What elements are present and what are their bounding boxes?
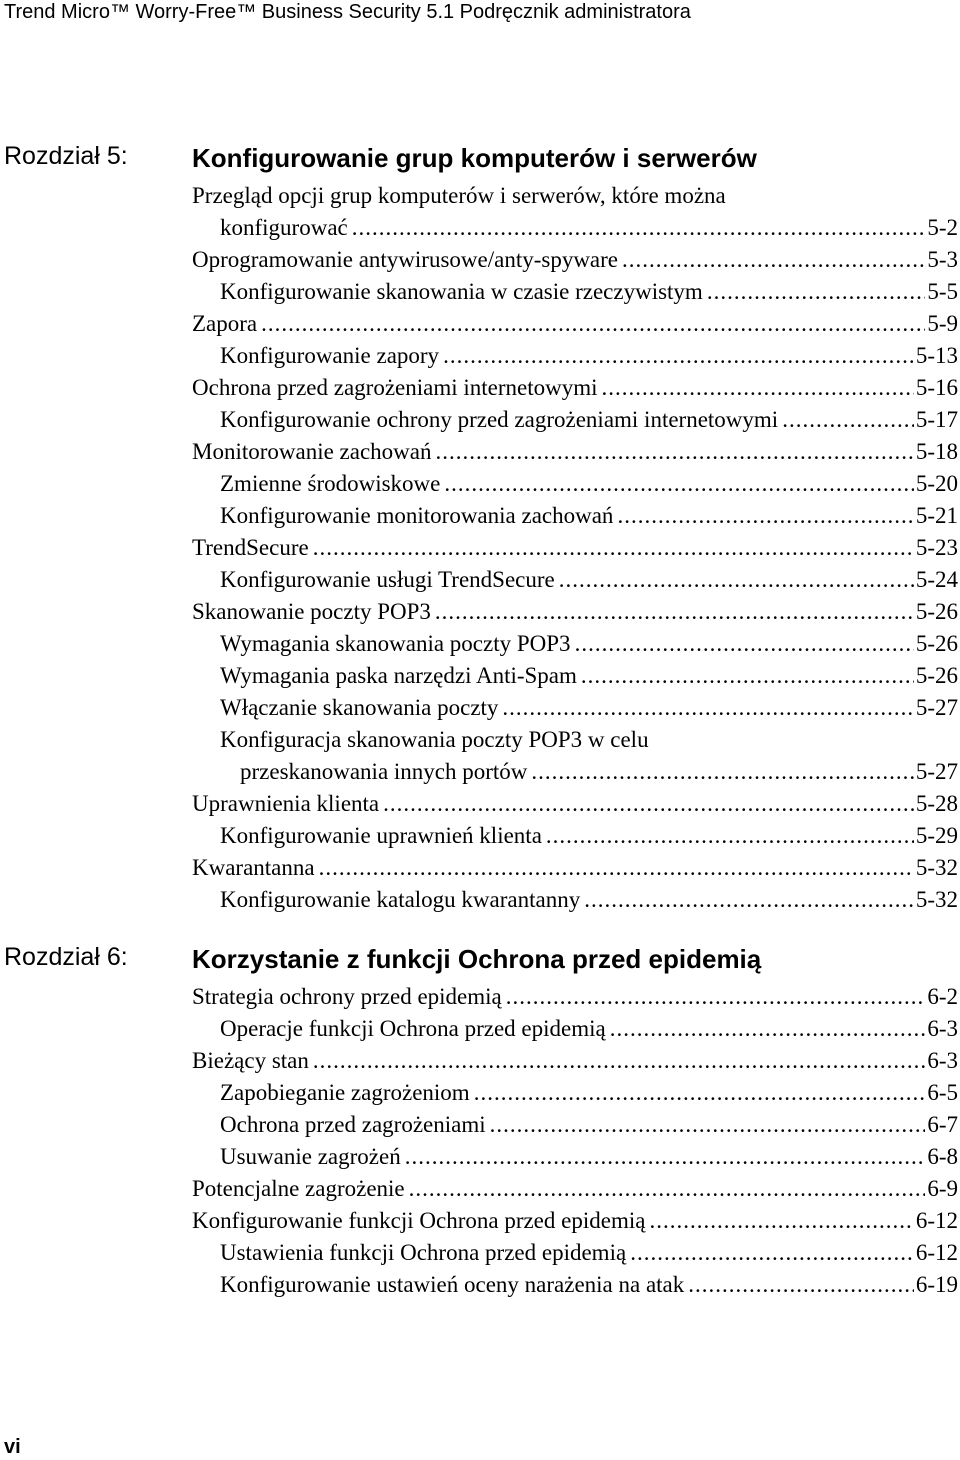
toc-leader-dots [436, 436, 914, 468]
toc-entry[interactable] [192, 628, 958, 660]
toc-page-number: 5-27 [915, 695, 958, 720]
toc-page-number: 6-3 [927, 1016, 958, 1041]
toc-entry[interactable] [192, 468, 958, 500]
toc-entry-label: Konfigurowanie monitorowania zachowań [220, 503, 614, 528]
toc-leader-dots [435, 596, 914, 628]
toc-entry-label: Kwarantanna [192, 855, 315, 880]
toc-page-number: 5-28 [915, 791, 958, 816]
toc-page-number: 5-18 [915, 439, 958, 464]
toc-leader-dots [405, 1141, 926, 1173]
chapter-5-label: Rozdział 5: [4, 142, 128, 170]
toc-leader-dots [630, 1237, 914, 1269]
toc-leader-dots [319, 852, 914, 884]
toc-page-number: 5-17 [915, 407, 958, 432]
toc-leader-dots [688, 1269, 914, 1301]
toc-entry[interactable] [192, 756, 958, 788]
toc-leader-dots [617, 500, 913, 532]
toc-page-number: 5-26 [915, 663, 958, 688]
toc-page-number: 5-3 [927, 247, 958, 272]
toc-page-number: 5-27 [915, 759, 958, 784]
toc-page-number: 5-26 [915, 599, 958, 624]
toc-entry[interactable] [192, 692, 958, 724]
toc-entry-label: Konfigurowanie katalogu kwarantanny [220, 887, 581, 912]
toc-leader-dots [352, 212, 926, 244]
toc-entry-label: przeskanowania innych portów [240, 759, 528, 784]
toc-entry[interactable] [192, 820, 958, 852]
toc-entry[interactable] [192, 1205, 958, 1237]
toc-entry[interactable] [192, 500, 958, 532]
toc-leader-dots [622, 244, 925, 276]
toc-page-number: 5-21 [915, 503, 958, 528]
chapter-6-label: Rozdział 6: [4, 943, 128, 971]
toc-page-number: 6-9 [927, 1176, 958, 1201]
toc-entry-label: Konfigurowanie zapory [220, 343, 440, 368]
toc-leader-dots [782, 404, 914, 436]
toc-leader-dots [261, 308, 925, 340]
toc-entry[interactable] [192, 372, 958, 404]
toc-page-number: 6-5 [927, 1080, 958, 1105]
running-header [0, 0, 960, 32]
toc-entry[interactable] [192, 276, 958, 308]
toc-entry-label: Oprogramowanie antywirusowe/anty-spyware [192, 247, 619, 272]
toc-leader-dots [313, 1045, 925, 1077]
toc-entry-label: TrendSecure [192, 535, 309, 560]
toc-entry-wrapped-line: Konfiguracja skanowania poczty POP3 w celu [220, 727, 649, 752]
toc-leader-dots [409, 1173, 926, 1205]
toc-entry[interactable] [192, 981, 958, 1013]
toc-entry[interactable] [192, 660, 958, 692]
toc-leader-dots [502, 692, 913, 724]
toc-page-number: 5-23 [915, 535, 958, 560]
toc-entry[interactable] [192, 1045, 958, 1077]
page-number: vi [4, 1436, 21, 1458]
toc-entry-label: Skanowanie poczty POP3 [192, 599, 431, 624]
toc-page-number: 5-29 [915, 823, 958, 848]
toc-page-number: 6-3 [927, 1048, 958, 1073]
toc-entry-label: Potencjalne zagrożenie [192, 1176, 405, 1201]
chapter-5-title: Konfigurowanie grup komputerów i serwerów [192, 143, 757, 173]
toc-entry-label: Konfigurowanie ustawień oceny narażenia na atak [220, 1272, 685, 1297]
toc-leader-dots [559, 564, 914, 596]
toc-page-number: 5-20 [915, 471, 958, 496]
header-title: Trend Micro™ Worry-Free™ Business Security 5.1 Podręcznik administratora [4, 1, 691, 23]
toc-entry[interactable] [192, 1173, 958, 1205]
toc-entry-wrapped-line: Przegląd opcji grup komputerów i serwerów, które można [192, 183, 726, 208]
toc-page-number: 5-16 [915, 375, 958, 400]
toc-entry[interactable] [192, 1109, 958, 1141]
toc-entry[interactable] [192, 340, 958, 372]
toc-page-number: 5-9 [927, 311, 958, 336]
toc-entry[interactable] [192, 532, 958, 564]
toc-page-number: 5-13 [915, 343, 958, 368]
toc-entry-label: Konfigurowanie skanowania w czasie rzeczywistym [220, 279, 703, 304]
toc-entry-label: Konfigurowanie funkcji Ochrona przed epidemią [192, 1208, 646, 1233]
toc-leader-dots [474, 1077, 926, 1109]
toc-entry-label: Usuwanie zagrożeń [220, 1144, 401, 1169]
toc-leader-dots [602, 372, 914, 404]
toc-entry-label: Strategia ochrony przed epidemią [192, 984, 502, 1009]
toc-entry-label: Uprawnienia klienta [192, 791, 380, 816]
toc-entry-label: Wymagania skanowania poczty POP3 [220, 631, 571, 656]
toc-entry[interactable] [192, 308, 958, 340]
toc-page-number: 6-12 [915, 1240, 958, 1265]
toc-entry-label: Konfigurowanie usługi TrendSecure [220, 567, 555, 592]
toc-page-number: 5-24 [915, 567, 958, 592]
toc-page-number: 6-12 [915, 1208, 958, 1233]
toc-page-number: 5-5 [927, 279, 958, 304]
toc-leader-dots [610, 1013, 926, 1045]
toc-page-number: 5-26 [915, 631, 958, 656]
toc-entry-label: Zmienne środowiskowe [220, 471, 441, 496]
toc-entry-label: Operacje funkcji Ochrona przed epidemią [220, 1016, 606, 1041]
toc-entry-label: Ochrona przed zagrożeniami [220, 1112, 486, 1137]
toc-leader-dots [546, 820, 914, 852]
toc-entry[interactable] [192, 1237, 958, 1269]
toc-entry[interactable] [192, 1269, 958, 1301]
toc-page-number: 6-2 [927, 984, 958, 1009]
toc-entry-label: Wymagania paska narzędzi Anti-Spam [220, 663, 577, 688]
toc-entry-label: Ochrona przed zagrożeniami internetowymi [192, 375, 598, 400]
toc-entry[interactable] [192, 244, 958, 276]
toc-entry[interactable] [192, 884, 958, 916]
toc-leader-dots [490, 1109, 926, 1141]
toc-page-number: 5-32 [915, 855, 958, 880]
toc-page-number: 6-19 [915, 1272, 958, 1297]
toc-leader-dots [575, 628, 914, 660]
toc-page-number: 5-32 [915, 887, 958, 912]
toc-leader-dots [383, 788, 914, 820]
toc-entry[interactable] [192, 436, 958, 468]
toc-page-number: 6-8 [927, 1144, 958, 1169]
toc-entry-label: Monitorowanie zachowań [192, 439, 432, 464]
toc-leader-dots [443, 340, 914, 372]
toc-leader-dots [313, 532, 914, 564]
toc-entry[interactable] [192, 788, 958, 820]
toc-entry-label: Bieżący stan [192, 1048, 309, 1073]
toc-entry-label: Zapora [192, 311, 258, 336]
toc-entry-label: konfigurować [220, 215, 348, 240]
toc-leader-dots [531, 756, 913, 788]
toc-leader-dots [649, 1205, 913, 1237]
toc-leader-dots [444, 468, 913, 500]
toc-entry-label: Zapobieganie zagrożeniom [220, 1080, 470, 1105]
toc-page-number: 6-7 [927, 1112, 958, 1137]
toc-entry[interactable] [192, 212, 958, 244]
toc-page-number: 5-2 [927, 215, 958, 240]
toc-entry-label: Konfigurowanie ochrony przed zagrożeniami internetowymi [220, 407, 779, 432]
toc-entry[interactable] [192, 1077, 958, 1109]
toc-entry[interactable] [192, 404, 958, 436]
toc-leader-dots [584, 884, 914, 916]
toc-entry[interactable] [192, 596, 958, 628]
toc-entry[interactable] [192, 564, 958, 596]
toc-leader-dots [707, 276, 926, 308]
toc-entry[interactable] [192, 1141, 958, 1173]
toc-leader-dots [506, 981, 926, 1013]
toc-entry-label: Konfigurowanie uprawnień klienta [220, 823, 542, 848]
toc-entry-label: Ustawienia funkcji Ochrona przed epidemią [220, 1240, 627, 1265]
toc-entry[interactable] [192, 1013, 958, 1045]
chapter-6-title: Korzystanie z funkcji Ochrona przed epidemią [192, 944, 762, 974]
toc-leader-dots [581, 660, 914, 692]
toc-entry[interactable] [192, 852, 958, 884]
toc-entry-label: Włączanie skanowania poczty [220, 695, 499, 720]
